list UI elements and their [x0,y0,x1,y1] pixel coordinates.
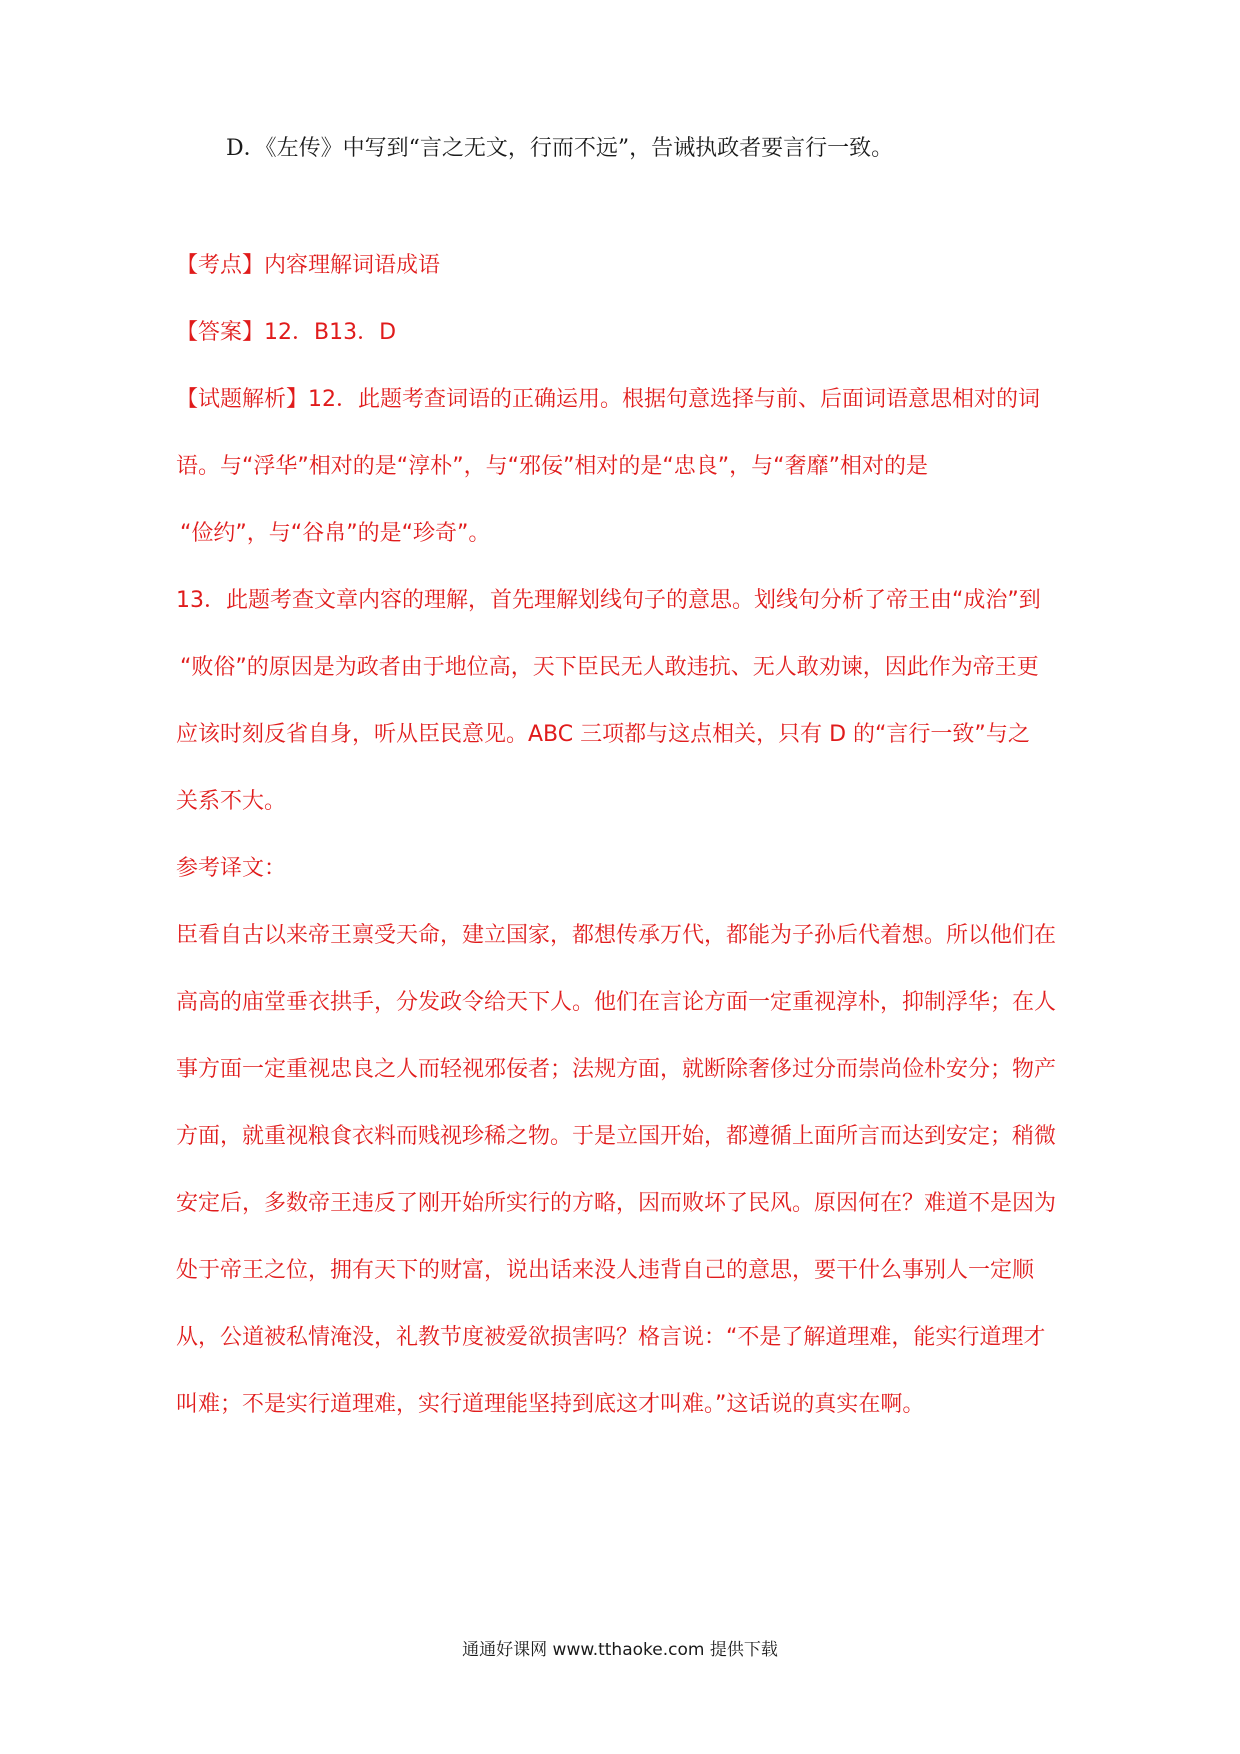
translation-line: 从，公道被私情淹没，礼教节度被爱欲损害吗？格言说：“不是了解道理难，能实行道理才 [176,1325,1046,1350]
analysis-line: 应该时刻反省自身，听从臣民意见。ABC 三项都与这点相关，只有 D 的“言行一致”与之 [176,722,1030,747]
translation-line: 叫难；不是实行道理难，实行道理能坚持到底这才叫难。”这话说的真实在啊。 [176,1392,925,1417]
analysis-line: 13．此题考查文章内容的理解，首先理解划线句子的意思。划线句分析了帝王由“成治”到 [176,588,1041,613]
page-footer: 通通好课网 www.tthaoke.com 提供下载 [462,1640,778,1660]
analysis-line: 语。与“浮华”相对的是“淳朴”，与“邪佞”相对的是“忠良”，与“奢靡”相对的是 [176,454,928,479]
translation-line: 处于帝王之位，拥有天下的财富，说出话来没人违背自己的意思，要干什么事别人一定顺 [176,1258,1035,1283]
translation-line: 安定后，多数帝王违反了刚开始所实行的方略，因而败坏了民风。原因何在？难道不是因为 [176,1191,1057,1216]
option-d-line: D．《左传》中写到“言之无文，行而不远”，告诫执政者要言行一致。 [226,136,894,161]
answer-line: 【答案】12．B13．D [176,320,397,345]
analysis-line: “俭约”，与“谷帛”的是“珍奇”。 [180,521,491,546]
translation-line: 臣看自古以来帝王禀受天命，建立国家，都想传承万代，都能为子孙后代着想。所以他们在 [176,923,1057,948]
translation-line: 事方面一定重视忠良之人而轻视邪佞者；法规方面，就断除奢侈过分而崇尚俭朴安分；物产 [176,1057,1057,1082]
analysis-line: 【试题解析】12．此题考查词语的正确运用。根据句意选择与前、后面词语意思相对的词 [176,387,1040,412]
translation-title: 参考译文： [176,856,287,881]
analysis-line: 关系不大。 [176,789,287,814]
analysis-line: “败俗”的原因是为政者由于地位高，天下臣民无人敢违抗、无人敢劝谏，因此作为帝王更 [180,655,1039,680]
translation-line: 高高的庙堂垂衣拱手，分发政令给天下人。他们在言论方面一定重视淳朴，抑制浮华；在人 [176,990,1057,1015]
kaodian-line: 【考点】内容理解词语成语 [176,253,441,278]
translation-line: 方面，就重视粮食衣料而贱视珍稀之物。于是立国开始，都遵循上面所言而达到安定；稍微 [176,1124,1057,1149]
